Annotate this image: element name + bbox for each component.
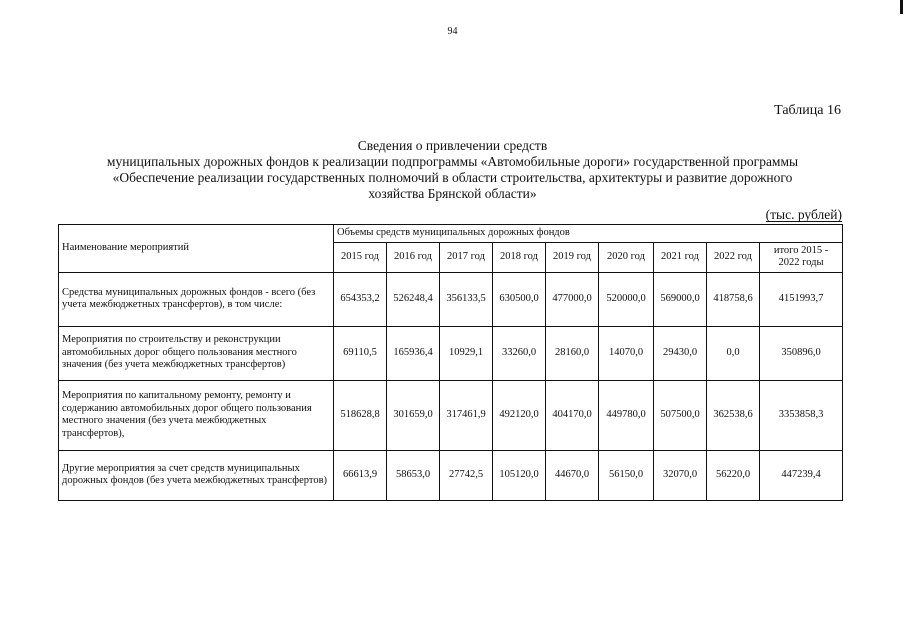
cell-total: 3353858,3 (760, 380, 843, 450)
cell-value: 33260,0 (493, 326, 546, 380)
cell-value: 58653,0 (387, 450, 440, 500)
title-line: хозяйства Брянской области» (368, 186, 537, 201)
cell-value: 66613,9 (334, 450, 387, 500)
cell-value: 32070,0 (654, 450, 707, 500)
row-name: Мероприятия по строительству и реконструкции автомобильных дорог общего пользования местного значения (без учета межбюджетных трансфертов) (59, 326, 334, 380)
cell-value: 27742,5 (440, 450, 493, 500)
header-year: 2021 год (654, 242, 707, 272)
table-row (59, 380, 843, 450)
page-number: 94 (447, 26, 458, 37)
document-title (40, 138, 865, 202)
header-year: 2017 год (440, 242, 493, 272)
cell-value: 507500,0 (654, 380, 707, 450)
cell-value: 569000,0 (654, 272, 707, 326)
cell-value: 477000,0 (546, 272, 599, 326)
cell-value: 418758,6 (707, 272, 760, 326)
cell-value: 317461,9 (440, 380, 493, 450)
table-row (59, 326, 843, 380)
cell-value: 105120,0 (493, 450, 546, 500)
cell-value: 362538,6 (707, 380, 760, 450)
cell-value: 56220,0 (707, 450, 760, 500)
header-year: 2015 год (334, 242, 387, 272)
header-year: 2020 год (599, 242, 654, 272)
table-label: Таблица 16 (774, 103, 841, 118)
row-name: Средства муниципальных дорожных фондов - всего (без учета межбюджетных трансфертов), в том числе: (59, 272, 334, 326)
title-line: «Обеспечение реализации государственных полномочий в области строительства, архитектуры и развитие дорожного (112, 170, 793, 185)
cell-total: 447239,4 (760, 450, 843, 500)
cell-value: 301659,0 (387, 380, 440, 450)
title-line: Сведения о привлечении средств (357, 138, 548, 153)
funding-table (58, 224, 843, 501)
cell-value: 44670,0 (546, 450, 599, 500)
header-total: итого 2015 - 2022 годы (760, 242, 843, 272)
cell-value: 518628,8 (334, 380, 387, 450)
cell-value: 165936,4 (387, 326, 440, 380)
cell-total: 4151993,7 (760, 272, 843, 326)
page-edge-mark (900, 0, 903, 14)
cell-value: 630500,0 (493, 272, 546, 326)
cell-value: 10929,1 (440, 326, 493, 380)
header-year: 2016 год (387, 242, 440, 272)
header-year: 2019 год (546, 242, 599, 272)
cell-value: 0,0 (707, 326, 760, 380)
cell-value: 28160,0 (546, 326, 599, 380)
table-row (59, 450, 843, 500)
cell-value: 520000,0 (599, 272, 654, 326)
cell-value: 356133,5 (440, 272, 493, 326)
cell-value: 29430,0 (654, 326, 707, 380)
cell-total: 350896,0 (760, 326, 843, 380)
table-row (59, 272, 843, 326)
cell-value: 654353,2 (334, 272, 387, 326)
header-row-group (59, 225, 843, 243)
cell-value: 14070,0 (599, 326, 654, 380)
title-line: муниципальных дорожных фондов к реализации подпрограммы «Автомобильные дороги» государственной программы (106, 154, 799, 169)
header-year: 2022 год (707, 242, 760, 272)
header-group: Объемы средств муниципальных дорожных фондов (334, 225, 843, 243)
row-name: Мероприятия по капитальному ремонту, ремонту и содержанию автомобильных дорог общего пользования местного значения (без учета межбюджетных трансфертов), (59, 380, 334, 450)
header-year: 2018 год (493, 242, 546, 272)
cell-value: 69110,5 (334, 326, 387, 380)
cell-value: 492120,0 (493, 380, 546, 450)
cell-value: 404170,0 (546, 380, 599, 450)
cell-value: 526248,4 (387, 272, 440, 326)
header-name: Наименование мероприятий (59, 225, 334, 273)
row-name: Другие мероприятия за счет средств муниципальных дорожных фондов (без учета межбюджетных трансфертов) (59, 450, 334, 500)
cell-value: 449780,0 (599, 380, 654, 450)
units-label: (тыс. рублей) (765, 207, 842, 222)
cell-value: 56150,0 (599, 450, 654, 500)
